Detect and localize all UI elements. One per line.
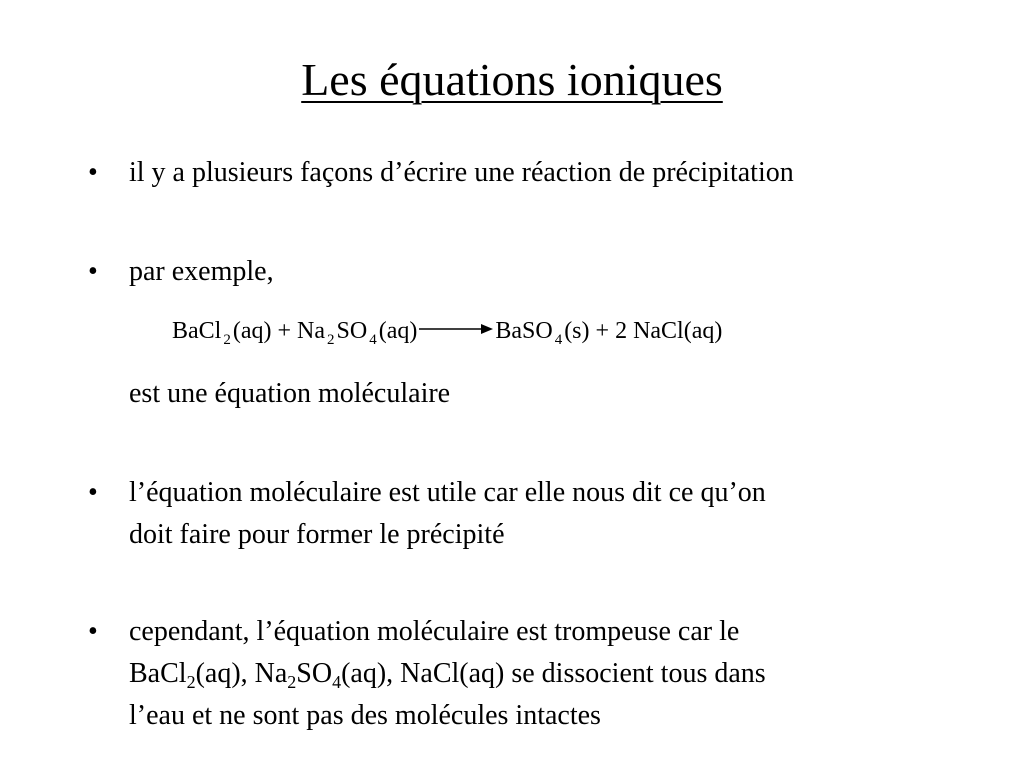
eq-product-2: 2 NaCl(aq) — [615, 318, 723, 344]
bullet-marker: • — [88, 616, 98, 647]
reaction-arrow-icon — [419, 322, 493, 336]
bullet-text-3-line-1: l’équation moléculaire est utile car elle nous dit ce qu’on — [129, 477, 766, 508]
bullet-text-3-line-2: doit faire pour former le précipité — [129, 519, 505, 550]
chemical-equation: BaCl $_2$(aq) + Na $_2$SO $_4$(aq) BaSO $_4$(s) + 2 NaCl(aq) — [172, 318, 723, 348]
bullet-marker: • — [88, 157, 98, 188]
bullet-text-4-line-1: cependant, l’équation moléculaire est trompeuse car le — [129, 616, 740, 647]
slide-title: Les équations ioniques — [301, 54, 723, 105]
bullet-marker: • — [88, 256, 98, 287]
eq-reactant-1: BaCl — [172, 318, 222, 344]
bullet-text-2: par exemple, — [129, 256, 274, 287]
bullet-marker: • — [88, 477, 98, 508]
bullet-text-4-line-3: l’eau et ne sont pas des molécules intactes — [129, 700, 601, 731]
molecular-equation-note: est une équation moléculaire — [129, 378, 451, 409]
eq-plus: + — [277, 318, 292, 344]
eq-reactant-2: Na — [297, 318, 326, 344]
bullet-text-4-line-2: BaCl$_2$(aq), $Na_2SO_4(aq)$, NaCl(aq) se dissocient tous dans — [129, 658, 766, 692]
bullet-text-1: il y a plusieurs façons d’écrire une réaction de précipitation — [129, 157, 794, 188]
eq-product-1: BaSO — [495, 318, 553, 344]
eq-plus: + — [595, 318, 610, 344]
